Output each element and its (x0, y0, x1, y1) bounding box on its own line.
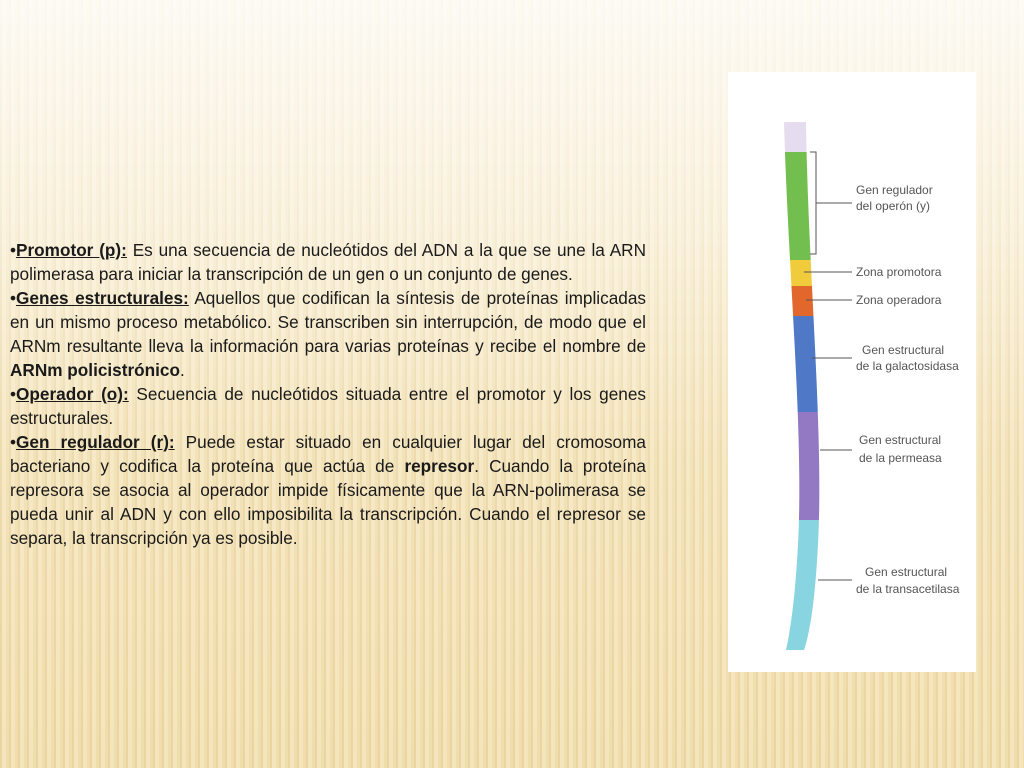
label-transacetilasa-2: de la transacetilasa (856, 582, 960, 596)
genes-estructurales-description: Aquellos que codifican la síntesis de proteínas implicadas en un mismo proceso metabólico. Se transcriben sin interrupción, de modo que el ARNm resultante lleva la información para varias proteínas y recibe el nombre de (10, 288, 646, 356)
term-gen-regulador: Gen regulador (r): (16, 432, 175, 452)
segment-top (728, 112, 976, 152)
gen-regulador-description-end: . Cuando la proteína represora se asocia al operador impide físicamente que la ARN-polimerasa se pueda unir al ADN y con ello imposibilita la transcripción. Cuando el represor se separa, la transcripción ya es posible. (10, 456, 646, 548)
operon-figure (728, 72, 976, 672)
label-permeasa-2: de la permeasa (859, 451, 942, 465)
label-zona-operadora: Zona operadora (856, 293, 942, 307)
term-genes-estructurales: Genes estructurales: (16, 288, 189, 308)
promotor-description: Es una secuencia de nucleótidos del ADN a la que se une la ARN polimerasa para iniciar la transcripción de un gen o un conjunto de genes. (10, 240, 646, 284)
label-zona-promotora: Zona promotora (856, 265, 942, 279)
gen-regulador-description: Puede estar situado en cualquier lugar del cromosoma bacteriano y codifica la proteína que actúa de (10, 432, 646, 476)
paragraph-genes-estructurales: •Genes estructurales: Aquellos que codifican la síntesis de proteínas implicadas en un mismo proceso metabólico. Se transcriben sin interrupción, de modo que el ARNm resultante lleva la información para varias proteínas y recibe el nombre de ARNm policistrónico. (10, 288, 646, 380)
segment-gen-regulador (728, 152, 976, 260)
text-block (10, 238, 646, 550)
segment-permeasa (728, 412, 976, 520)
genes-estructurales-end: . (179, 360, 185, 380)
operador-description: Secuencia de nucleótidos situada entre el promotor y los genes estructurales. (10, 384, 647, 428)
paragraph-promotor: •Promotor (p): Es una secuencia de nucleótidos del ADN a la que se une la ARN polimerasa para iniciar la transcripción de un gen o un conjunto de genes. (10, 240, 646, 284)
term-promotor: Promotor (p): (16, 240, 127, 260)
regulador-bracket (810, 152, 816, 254)
paragraph-gen-regulador: •Gen regulador (r): Puede estar situado en cualquier lugar del cromosoma bacteriano y codifica la proteína que actúa de represor. Cuando la proteína represora se asocia al operador impide físicamente que la ARN-polimerasa se pueda unir al ADN y con ello imposibilita la transcripción. Cuando el represor se separa, la transcripción ya es posible. (10, 432, 646, 548)
label-transacetilasa-1: Gen estructural (865, 565, 948, 579)
label-permeasa-1: Gen estructural (859, 433, 942, 447)
label-galactosidasa-1: Gen estructural (862, 343, 945, 357)
represor: represor (404, 456, 475, 476)
label-galactosidasa-2: de la galactosidasa (856, 359, 959, 373)
operon-diagram (728, 72, 976, 672)
arnm-policistronico: ARNm policistrónico (10, 360, 180, 380)
term-operador: Operador (o): (16, 384, 129, 404)
label-gen-regulador-1: Gen regulador (856, 183, 933, 197)
label-gen-regulador-2: del operón (y) (856, 199, 931, 213)
paragraph-operador: •Operador (o): Secuencia de nucleótidos situada entre el promotor y los genes estructurales. (10, 384, 647, 428)
